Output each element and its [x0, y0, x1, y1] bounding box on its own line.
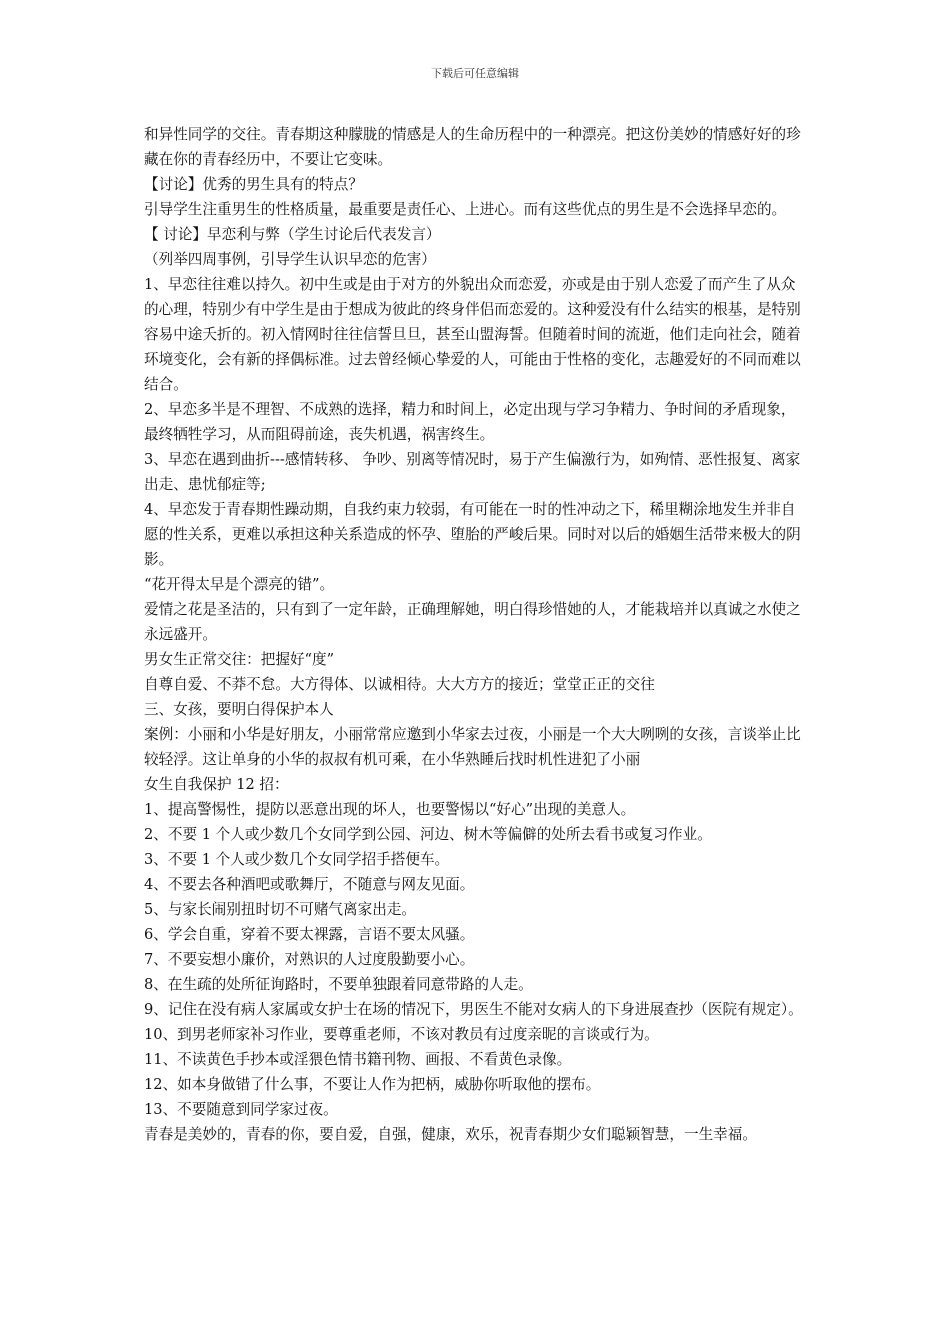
list-item: 6、学会自重，穿着不要太裸露，言语不要太风骚。	[144, 926, 475, 943]
paragraph: 和异性同学的交往。青春期这种朦胧的情感是人的生命历程中的一种漂亮。把这份美妙的情感好好的珍藏在你的青春经历中，不要让它变味。	[144, 126, 801, 168]
list-item: 9、记住在没有病人家属或女护士在场的情况下，男医生不能对女病人的下身进展查抄（医院有规定）。	[144, 1001, 803, 1018]
paragraph: 女生自我保护 12 招：	[144, 776, 289, 793]
paragraph: 男女生正常交往：把握好“度”	[144, 651, 335, 668]
list-item: 11、不读黄色手抄本或淫猥色情书籍刊物、画报、不看黄色录像。	[144, 1051, 572, 1068]
paragraph: 爱情之花是圣洁的，只有到了一定年龄，正确理解她，明白得珍惜她的人，才能栽培并以真诚之水使之永远盛开。	[144, 601, 801, 643]
paragraph: 【 讨论】早恋利与弊（学生讨论后代表发言）	[144, 226, 441, 243]
paragraph: 2、早恋多半是不理智、不成熟的选择，精力和时间上，必定出现与学习争精力、争时间的矛盾现象，最终牺牲学习，从而阻碍前途，丧失机遇，祸害终生。	[144, 401, 796, 443]
paragraph: 青春是美妙的，青春的你，要自爱，自强，健康，欢乐，祝青春期少女们聪颖智慧，一生幸福。	[144, 1126, 757, 1143]
list-item: 10、到男老师家补习作业，要尊重老师，不该对教员有过度亲昵的言谈或行为。	[144, 1026, 659, 1043]
paragraph: 引导学生注重男生的性格质量，最重要是责任心、上进心。而有这些优点的男生是不会选择早恋的。	[144, 201, 787, 218]
document-body	[144, 122, 809, 1147]
list-item: 2、不要 1 个人或少数几个女同学到公园、河边、树木等偏僻的处所去看书或复习作业。	[144, 826, 712, 843]
paragraph: 1、早恋往往难以持久。初中生或是由于对方的外貌出众而恋爱，亦或是由于别人恋爱了而产生了从众的心理，特别少有中学生是由于想成为彼此的终身伴侣而恋爱的。这种爱没有什么结实的根基，是特别容易中途夭折的。初入情网时往往信誓旦旦，甚至山盟海誓。但随着时间的流逝，他们走向社会，随着环境变化，会有新的择偶标准。过去曾经倾心挚爱的人，可能由于性格的变化，志趣爱好的不同而难以结合。	[144, 276, 801, 393]
paragraph: 自尊自爱、不莽不怠。大方得体、以诚相待。大大方方的接近；堂堂正正的交往	[144, 676, 655, 693]
paragraph: 【讨论】优秀的男生具有的特点？	[144, 176, 363, 193]
paragraph: 4、早恋发于青春期性躁动期，自我约束力较弱，有可能在一时的性冲动之下，稀里糊涂地发生并非自愿的性关系，更难以承担这种关系造成的怀孕、堕胎的严峻后果。同时对以后的婚姻生活带来极大的阴影。	[144, 501, 801, 568]
paragraph: “花开得太早是个漂亮的错”。	[144, 576, 335, 593]
paragraph: 3、早恋在遇到曲折---感情转移、 争吵、别离等情况时，易于产生偏激行为，如殉情、恶性报复、离家出走、患忧郁症等;	[144, 451, 801, 493]
list-item: 5、与家长闹别扭时切不可赌气离家出走。	[144, 901, 416, 918]
paragraph: 案例：小丽和小华是好朋友，小丽常常应邀到小华家去过夜，小丽是一个大大咧咧的女孩，言谈举止比较轻浮。这让单身的小华的叔叔有机可乘，在小华熟睡后找时机性进犯了小丽	[144, 726, 801, 768]
list-item: 4、不要去各种酒吧或歌舞厅，不随意与网友见面。	[144, 876, 475, 893]
list-item: 13、不要随意到同学家过夜。	[144, 1101, 338, 1118]
list-item: 8、在生疏的处所征询路时，不要单独跟着同意带路的人走。	[144, 976, 533, 993]
list-item: 1、提高警惕性，提防以恶意出现的坏人，也要警惕以“好心”出现的美意人。	[144, 801, 636, 818]
paragraph: 三、女孩，要明白得保护本人	[144, 701, 334, 718]
list-item: 12、如本身做错了什么事，不要让人作为把柄，威胁你听取他的摆布。	[144, 1076, 601, 1093]
list-item: 3、不要 1 个人或少数几个女同学招手搭便车。	[144, 851, 450, 868]
list-item: 7、不要妄想小廉价，对熟识的人过度殷勤要小心。	[144, 951, 475, 968]
paragraph: （列举四周事例，引导学生认识早恋的危害）	[144, 251, 436, 268]
page-header: 下载后可任意编辑	[431, 67, 519, 80]
